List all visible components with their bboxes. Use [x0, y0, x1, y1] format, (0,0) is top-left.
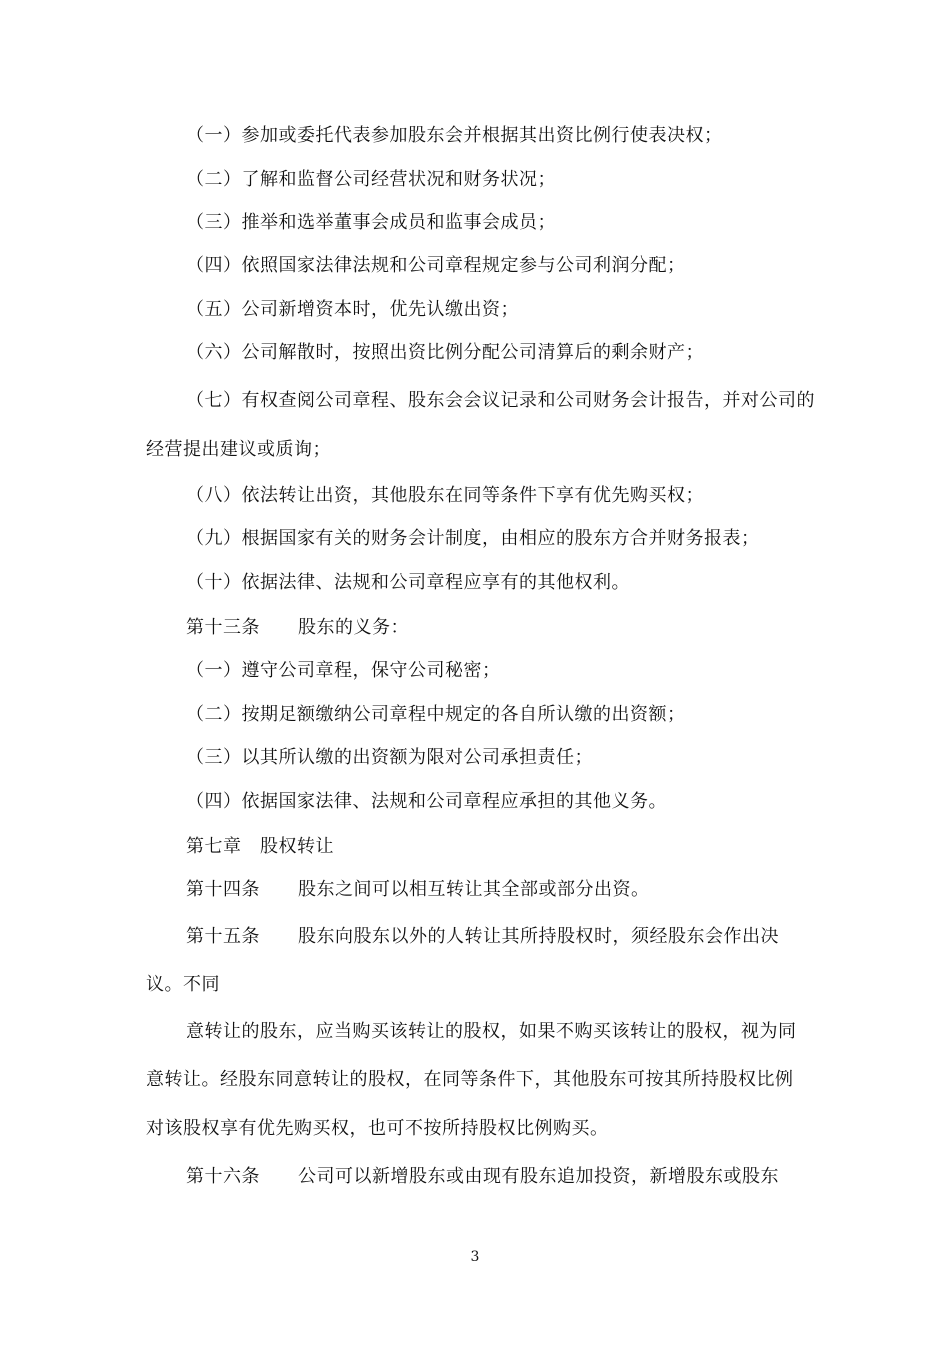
article-13-title: 第十三条	[186, 617, 260, 638]
right-item-7: （七）有权查阅公司章程、股东会会议记录和公司财务会计报告，并对公司的	[186, 390, 815, 411]
chapter-7-heading: 第七章 股权转让	[186, 836, 334, 857]
article-15-line-4: 意转让。经股东同意转让的股权，在同等条件下，其他股东可按其所持股权比例	[146, 1069, 794, 1090]
right-item-9: （九）根据国家有关的财务会计制度，由相应的股东方合并财务报表；	[186, 528, 760, 549]
article-15-text: 股东向股东以外的人转让其所持股权时，须经股东会作出决	[298, 926, 779, 947]
duty-item-1: （一）遵守公司章程，保守公司秘密；	[186, 660, 501, 681]
duty-item-4: （四）依据国家法律、法规和公司章程应承担的其他义务。	[186, 791, 667, 812]
article-14	[186, 878, 650, 902]
article-15	[186, 925, 779, 949]
right-item-8: （八）依法转让出资，其他股东在同等条件下享有优先购买权；	[186, 485, 704, 506]
right-item-4: （四）依照国家法律法规和公司章程规定参与公司利润分配；	[186, 255, 686, 276]
article-15-title: 第十五条	[186, 926, 260, 947]
article-14-title: 第十四条	[186, 879, 260, 900]
article-13-text: 股东的义务：	[298, 617, 409, 638]
article-13	[186, 616, 409, 640]
article-15-line-2: 议。不同	[146, 974, 220, 995]
article-16-text: 公司可以新增股东或由现有股东追加投资，新增股东或股东	[298, 1166, 779, 1187]
article-14-text: 股东之间可以相互转让其全部或部分出资。	[298, 879, 650, 900]
page-number: 3	[470, 1249, 480, 1265]
article-15-line-5: 对该股权享有优先购买权，也可不按所持股权比例购买。	[146, 1118, 609, 1139]
right-item-3: （三）推举和选举董事会成员和监事会成员；	[186, 212, 556, 233]
right-item-2: （二）了解和监督公司经营状况和财务状况；	[186, 169, 556, 190]
right-item-5: （五）公司新增资本时，优先认缴出资；	[186, 299, 519, 320]
article-16-title: 第十六条	[186, 1166, 260, 1187]
right-item-6: （六）公司解散时，按照出资比例分配公司清算后的剩余财产；	[186, 342, 704, 363]
article-16	[186, 1165, 779, 1189]
article-15-line-3: 意转让的股东，应当购买该转让的股权，如果不购买该转让的股权，视为同	[186, 1021, 797, 1042]
duty-item-3: （三）以其所认缴的出资额为限对公司承担责任；	[186, 747, 593, 768]
duty-item-2: （二）按期足额缴纳公司章程中规定的各自所认缴的出资额；	[186, 704, 686, 725]
right-item-10: （十）依据法律、法规和公司章程应享有的其他权利。	[186, 572, 630, 593]
right-item-1: （一）参加或委托代表参加股东会并根据其出资比例行使表决权；	[186, 125, 723, 146]
right-item-7-continued: 经营提出建议或质询；	[146, 439, 331, 460]
